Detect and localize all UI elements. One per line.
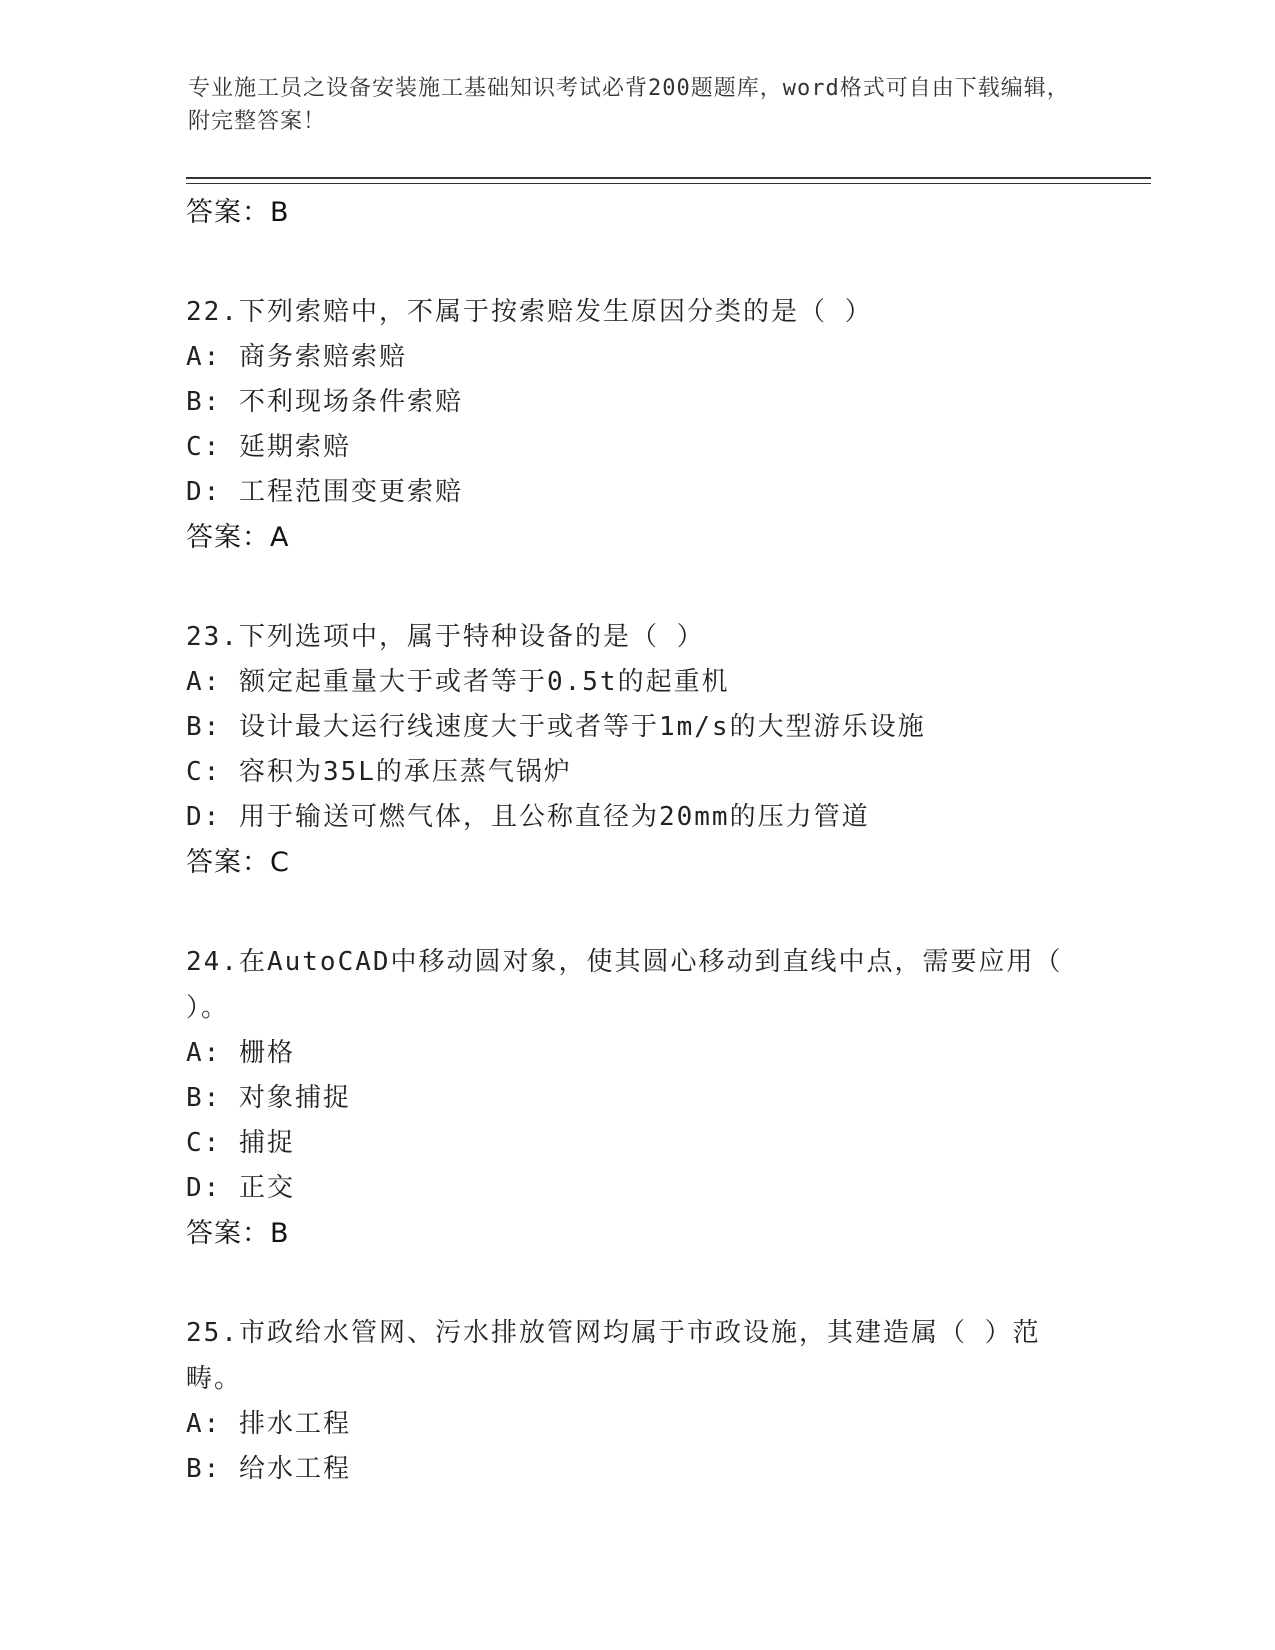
question-stem: 24.在AutoCAD中移动圆对象，使其圆心移动到直线中点，需要应用（ ）。 [186,947,1063,1023]
option-a: A: 排水工程 [186,1409,351,1439]
option-b: B: 对象捕捉 [186,1083,351,1113]
option-a: A: 额定起重量大于或者等于0.5t的起重机 [186,667,730,697]
header-divider-thin [186,183,1151,184]
question-stem: 25.市政给水管网、污水排放管网均属于市政设施，其建造属（ ）范畴。 [186,1318,1041,1394]
question-22 [186,289,1086,560]
option-a: A: 商务索赔索赔 [186,342,407,372]
answer-line: 答案：C [186,847,290,878]
question-content [186,190,1086,1492]
option-d: D: 工程范围变更索赔 [186,477,463,507]
option-c: C: 延期索赔 [186,432,351,462]
option-b: B: 给水工程 [186,1454,351,1484]
answer-line: 答案：B [186,197,290,228]
question-23 [186,614,1086,885]
question-stem: 23.下列选项中，属于特种设备的是（ ） [186,622,705,652]
answer-line: 答案：A [186,522,290,553]
option-a: A: 栅格 [186,1038,295,1068]
option-d: D: 用于输送可燃气体，且公称直径为20mm的压力管道 [186,802,870,832]
header-divider-thick [186,177,1151,179]
answer-line: 答案：B [186,1218,290,1249]
option-c: C: 容积为35L的承压蒸气锅炉 [186,757,572,787]
document-header: 专业施工员之设备安装施工基础知识考试必背200题题库，word格式可自由下载编辑，附完整答案！ [188,76,1070,134]
option-c: C: 捕捉 [186,1128,295,1158]
question-24 [186,939,1086,1256]
option-b: B: 不利现场条件索赔 [186,387,463,417]
option-b: B: 设计最大运行线速度大于或者等于1m/s的大型游乐设施 [186,712,926,742]
question-25 [186,1310,1086,1492]
question-stem: 22.下列索赔中，不属于按索赔发生原因分类的是（ ） [186,297,873,327]
option-d: D: 正交 [186,1173,295,1203]
